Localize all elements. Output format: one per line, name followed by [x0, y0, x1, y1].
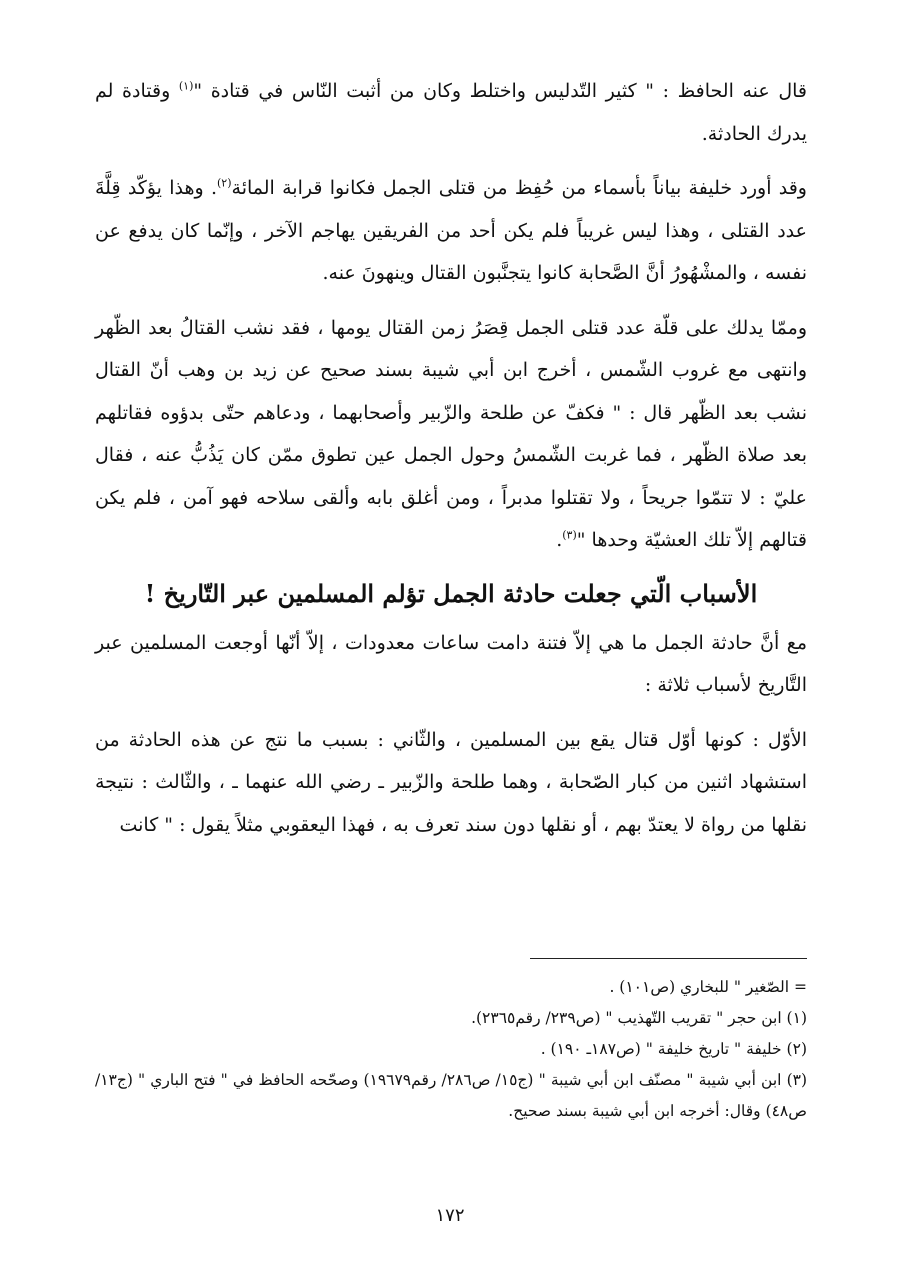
footnote-2: (٢) خليفة " تاريخ خليفة " (ص١٨٧ـ ١٩٠) .: [540, 1040, 807, 1058]
paragraph-3: [95, 307, 807, 562]
section-heading: الأسباب الّتي جعلت حادثة الجمل تؤلم المسلمين عبر التّاريخ !: [144, 578, 758, 608]
paragraph-text: . وهذا يؤكّد قِلَّةَ عدد القتلى ، وهذا ليس غريباً فلم يكن أحد من الفريقين يهاجم الآخر ، وإنّما كان يدفع عن نفسه ، والمشْهُورُ أنَّ الصَّحابة كانوا يتجنَّبون القتال وينهونَ عنه.: [95, 177, 807, 284]
paragraph-text: وقد أورد خليفة بياناً بأسماء من حُفِظ من قتلى الجمل فكانوا قرابة المائة: [231, 177, 807, 199]
page-number: ١٧٢: [435, 1205, 465, 1226]
paragraph-text: وممّا يدلك على قلّة عدد قتلى الجمل قِصَرُ زمن القتال يومها ، فقد نشب القتالُ بعد الظّهر وانتهى مع غروب الشّمس ، أخرج ابن أبي شيبة بسند صحيح عن زيد بن وهب أنّ القتال نشب بعد الظّهر قال : " فكفّ عن طلحة والزّبير وأصحابهما ، ودعاهم حتّى بدؤوه فقاتلهم بعد صلاة الظّهر ، فما غربت الشّمسُ وحول الجمل عين تطوق ممّن كان يَذُبُّ عنه ، فقال عليّ : لا تتمّوا جريحاً ، ولا تقتلوا مدبراً ، ومن أغلق بابه وألقى سلاحه فهو آمن ، فلم يكن قتالهم إلاّ تلك العشيّة وحدها ": [95, 316, 807, 551]
paragraph-5: الأوّل : كونها أوّل قتال يقع بين المسلمين ، والثّاني : بسبب ما نتج عن هذه الحادثة من استشهاد اثنين من كبار الصّحابة ، وهما طلحة والزّبير ـ رضي الله عنهما ـ ، والثّالث : نتيجة نقلها من رواة لا يعتدّ بهم ، أو نقلها دون سند تعرف به ، فهذا اليعقوبي مثلاً يقول : " كانت: [95, 728, 807, 836]
footnote-separator: [530, 958, 807, 959]
paragraph-4: مع أنَّ حادثة الجمل ما هي إلاّ فتنة دامت ساعات معدودات ، إلاّ أنّها أوجعت المسلمين عبر التَّاريخ لأسباب ثلاثة :: [95, 631, 807, 696]
footnote-ref-3[interactable]: (٣): [562, 528, 577, 542]
footnote-1: (١) ابن حجر " تقريب التّهذيب " (ص٢٣٩/ رقم٢٣٦٥).: [471, 1009, 807, 1027]
footnote-ref-1[interactable]: (١): [178, 79, 194, 93]
main-text: [95, 70, 807, 858]
footnote-ref-2[interactable]: (٢): [217, 176, 232, 190]
footnote-continuation: = الصّغير " للبخاري (ص١٠١) .: [609, 978, 807, 996]
paragraph-text: وقتادة لم يدرك الحادثة.: [95, 80, 807, 145]
footnote-3: (٣) ابن أبي شيبة " مصنّف ابن أبي شيبة " (ج١٥/ ص٢٨٦/ رقم١٩٦٧٩) وصحّحه الحافظ في " فتح الباري " (ج١٣/ ص٤٨) وقال: أخرجه ابن أبي شيبة بسند صحيح.: [95, 1071, 808, 1120]
footnotes: [95, 972, 807, 1127]
paragraph-text: قال عنه الحافظ : " كثير التّدليس واختلط وكان من أثبت النّاس في قتادة ": [193, 80, 807, 102]
paragraph-1: [95, 70, 807, 155]
paragraph-2: [95, 167, 807, 295]
paragraph-text: .: [556, 529, 563, 551]
